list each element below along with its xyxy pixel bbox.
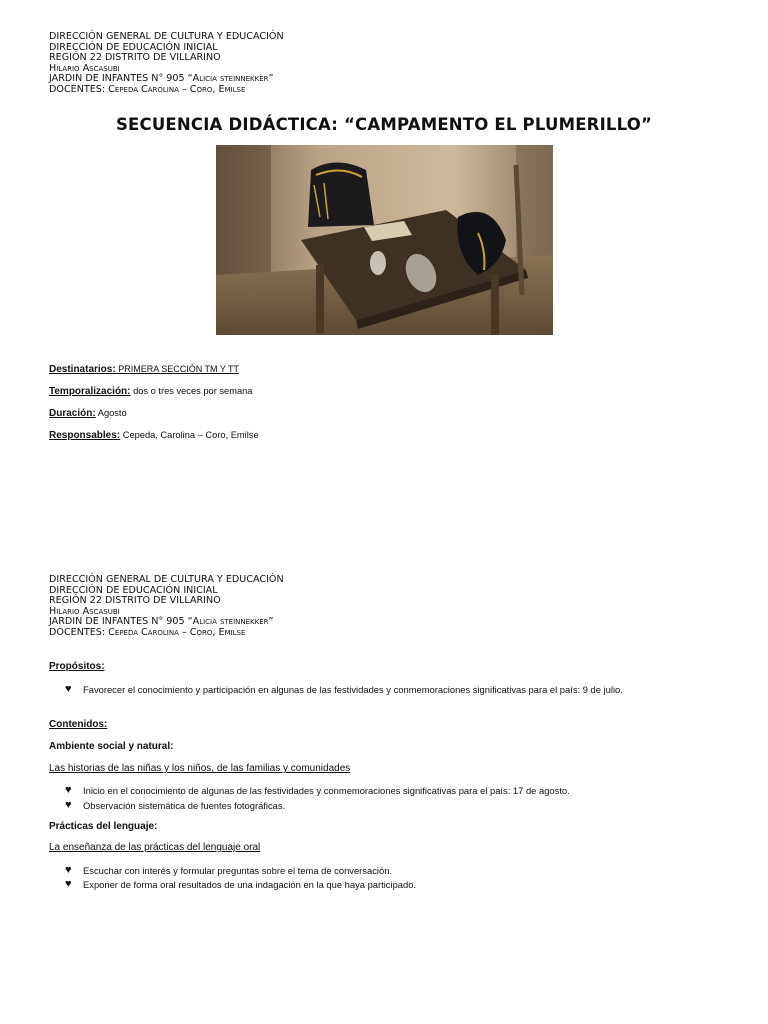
field-destinatarios	[49, 364, 239, 375]
header-line: DIRECCIÓN GENERAL DE CULTURA Y EDUCACIÓN	[49, 31, 284, 42]
header-line-locality: Hilario Ascasubi	[49, 605, 120, 617]
list-item	[65, 683, 623, 695]
list-item-text: Observación sistemática de fuentes fotográficas.	[83, 799, 286, 811]
header-line: DIRECCIÓN DE EDUCACIÓN INICIAL	[49, 41, 218, 53]
school-suffix: ”	[268, 616, 274, 628]
header-line: DIRECCIÓN GENERAL DE CULTURA Y EDUCACIÓN	[49, 574, 284, 585]
list-item-text: Exponer de forma oral resultados de una indagación en la que haya participado.	[83, 878, 417, 890]
school-prefix: JARDIN DE INFANTES N° 905 “	[49, 616, 193, 628]
subarea-heading: Las historias de las niñas y los niños, de las familias y comunidades	[49, 763, 351, 774]
list-item	[65, 784, 570, 796]
school-name: Alicia steinnekker	[192, 616, 269, 628]
list-item-text: Favorecer el conocimiento y participación en algunas de las festividades y conmemoraciones significativas para el país: 9 de julio.	[83, 683, 623, 695]
list-item	[65, 864, 392, 876]
field-temporalizacion	[49, 386, 252, 397]
field-responsables	[49, 430, 259, 441]
field-value: PRIMERA SECCIÓN TM Y TT	[115, 364, 240, 374]
header-line: REGIÓN 22 DISTRITO DE VILLARINO	[49, 595, 221, 607]
list-item-text: Inicio en el conocimiento de algunas de las festividades y conmemoraciones significativas para el país: 17 de agosto.	[83, 784, 570, 796]
subarea-heading: La enseñanza de las prácticas del lenguaje oral	[49, 842, 261, 853]
field-duracion	[49, 408, 127, 419]
field-label: Responsables:	[49, 430, 121, 441]
heart-bullet-icon: ♥	[65, 683, 72, 695]
header-line-locality: Hilario Ascasubi	[49, 62, 120, 74]
list-item-text: Escuchar con interés y formular preguntas sobre el tema de conversación.	[83, 864, 393, 876]
header-line: DIRECCIÓN DE EDUCACIÓN INICIAL	[49, 584, 218, 596]
field-label: Temporalización:	[49, 386, 131, 397]
teachers-prefix: DOCENTES:	[49, 626, 109, 638]
heart-bullet-icon: ♥	[65, 799, 72, 811]
header-line: REGIÓN 22 DISTRITO DE VILLARINO	[49, 52, 221, 64]
heart-bullet-icon: ♥	[65, 784, 72, 796]
header-block-top	[49, 32, 284, 96]
field-label: Duración:	[49, 408, 96, 419]
campsite-photo	[216, 145, 553, 335]
school-suffix: ”	[268, 73, 274, 85]
teachers-names: Cepeda Carolina – Coro, Emilse	[108, 83, 246, 95]
heart-bullet-icon: ♥	[65, 878, 72, 890]
list-item	[65, 799, 285, 811]
field-value: Agosto	[95, 408, 127, 418]
header-block-second	[49, 575, 284, 639]
contenidos-heading: Contenidos:	[49, 719, 108, 730]
propositos-heading: Propósitos:	[49, 661, 105, 672]
field-value: Cepeda, Carolina – Coro, Emilse	[120, 430, 259, 440]
school-name: Alicia steinnekker	[192, 73, 269, 85]
school-prefix: JARDIN DE INFANTES N° 905 “	[49, 73, 193, 85]
header-line-teachers	[49, 85, 284, 96]
area-heading: Prácticas del lenguaje:	[49, 821, 158, 832]
heart-bullet-icon: ♥	[65, 864, 72, 876]
header-line-teachers	[49, 628, 284, 639]
teachers-names: Cepeda Carolina – Coro, Emilse	[108, 626, 246, 638]
area-heading: Ambiente social y natural:	[49, 741, 174, 752]
document-title: SECUENCIA DIDÁCTICA: “CAMPAMENTO EL PLUMERILLO”	[115, 115, 653, 134]
field-value: dos o tres veces por semana	[130, 386, 253, 396]
teachers-prefix: DOCENTES:	[49, 83, 109, 95]
field-label: Destinatarios:	[49, 364, 116, 375]
list-item	[65, 878, 416, 890]
